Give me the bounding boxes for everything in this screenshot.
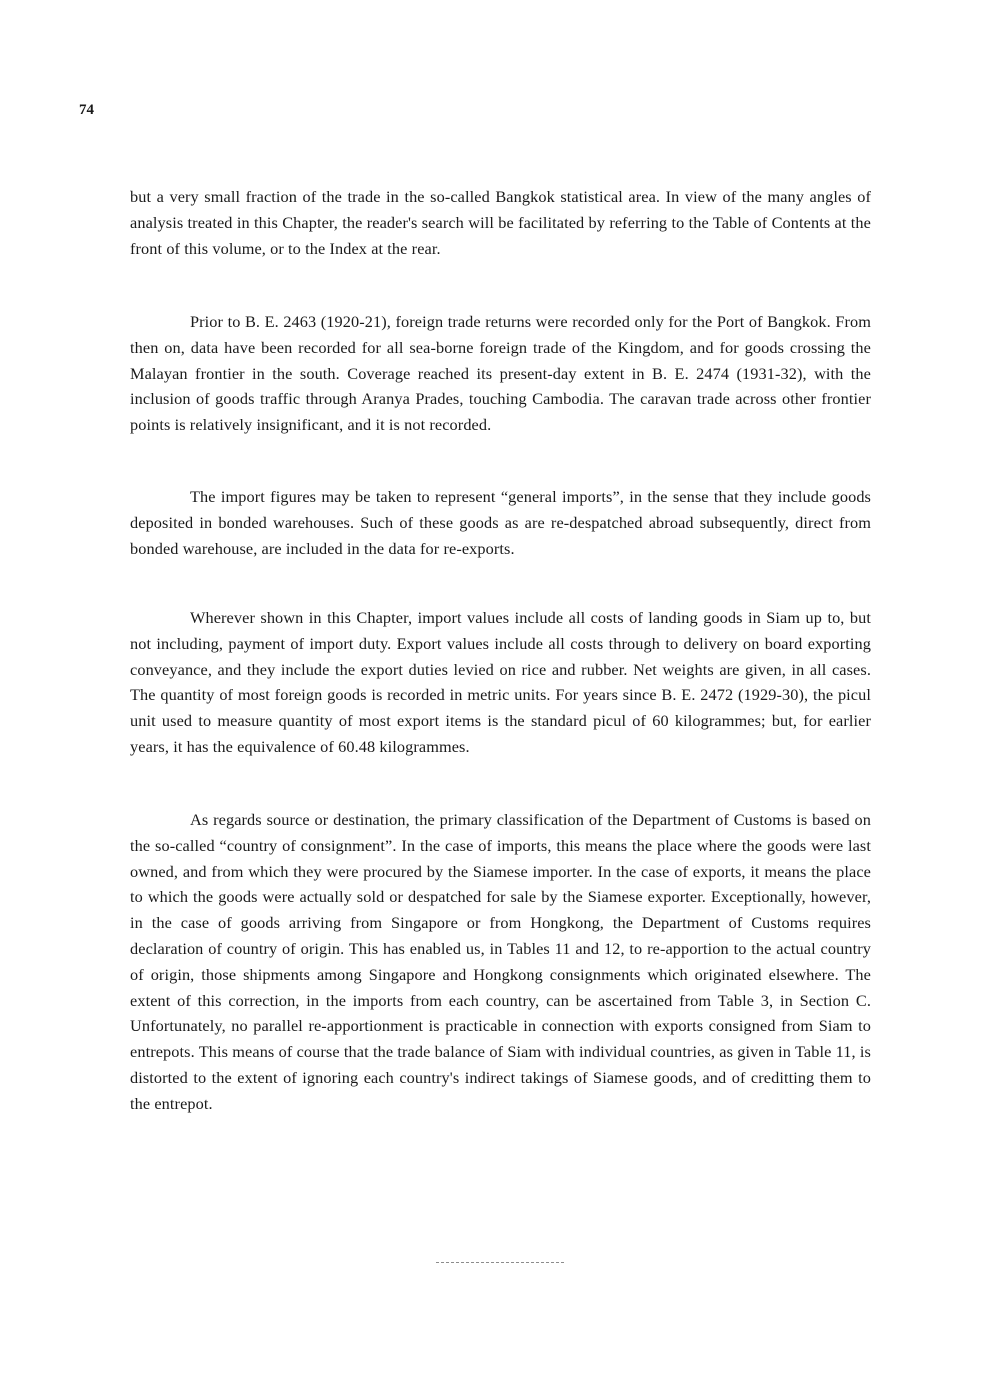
body-paragraph: As regards source or destination, the primary classification of the Department of Customs is based on the so-called “country of consignment”. In the case of imports, this means the place where the goods were last owned, and from which they were procured by the Siamese importer. In the case of exports, it means the place to which the goods were actually sold or despatched for sale by the Siamese exporter. Exceptionally, however, in the case of goods arriving from Singapore or from Hongkong, the Department of Customs requires declaration of country of origin. This has enabled us, in Tables 11 and 12, to re-apportion to the actual country of origin, those shipments among Singapore and Hongkong consignments which originated elsewhere. The extent of this correction, in the imports from each country, can be ascertained from Table 3, in Section C. Unfortunately, no parallel re-apportionment is practicable in connection with exports consigned from Siam to entrepots. This means of course that the trade balance of Siam with individual countries, as given in Table 11, is distorted to the extent of ignoring each country's indirect takings of Siamese goods, and of creditting them to the entrepot. [130,810,871,1113]
body-paragraph: The import figures may be taken to represent “general imports”, in the sense that they include goods deposited in bonded warehouses. Such of these goods as are re-despatched abroad subsequently, direct from bonded warehouse, are included in the data for re-exports. [130,487,871,558]
body-paragraph: Wherever shown in this Chapter, import values include all costs of landing goods in Siam up to, but not including, payment of import duty. Export values include all costs through to delivery on board exporting conveyance, and they include the export duties levied on rice and rubber. Net weights are given, in all cases. The quantity of most foreign goods is recorded in metric units. For years since B. E. 2472 (1929-30), the picul unit used to measure quantity of most export items is the standard picul of 60 kilogrammes; but, for earlier years, it has the equivalence of 60.48 kilogrammes. [130,608,871,756]
body-paragraph: but a very small fraction of the trade in the so-called Bangkok statistical area. In view of the many angles of analysis treated in this Chapter, the reader's search will be facilitated by referring to the Table of Contents at the front of this volume, or to the Index at the rear. [130,187,871,258]
body-paragraph: Prior to B. E. 2463 (1920-21), foreign trade returns were recorded only for the Port of Bangkok. From then on, data have been recorded for all sea-borne foreign trade of the Kingdom, and for goods crossing the Malayan frontier in the south. Coverage reached its present-day extent in B. E. 2474 (1931-32), with the inclusion of goods traffic through Aranya Prades, touching Cambodia. The caravan trade across other frontier points is relatively insignificant, and it is not recorded. [130,312,871,435]
section-end-rule [436,1262,564,1263]
page-number: 74 [79,102,94,118]
